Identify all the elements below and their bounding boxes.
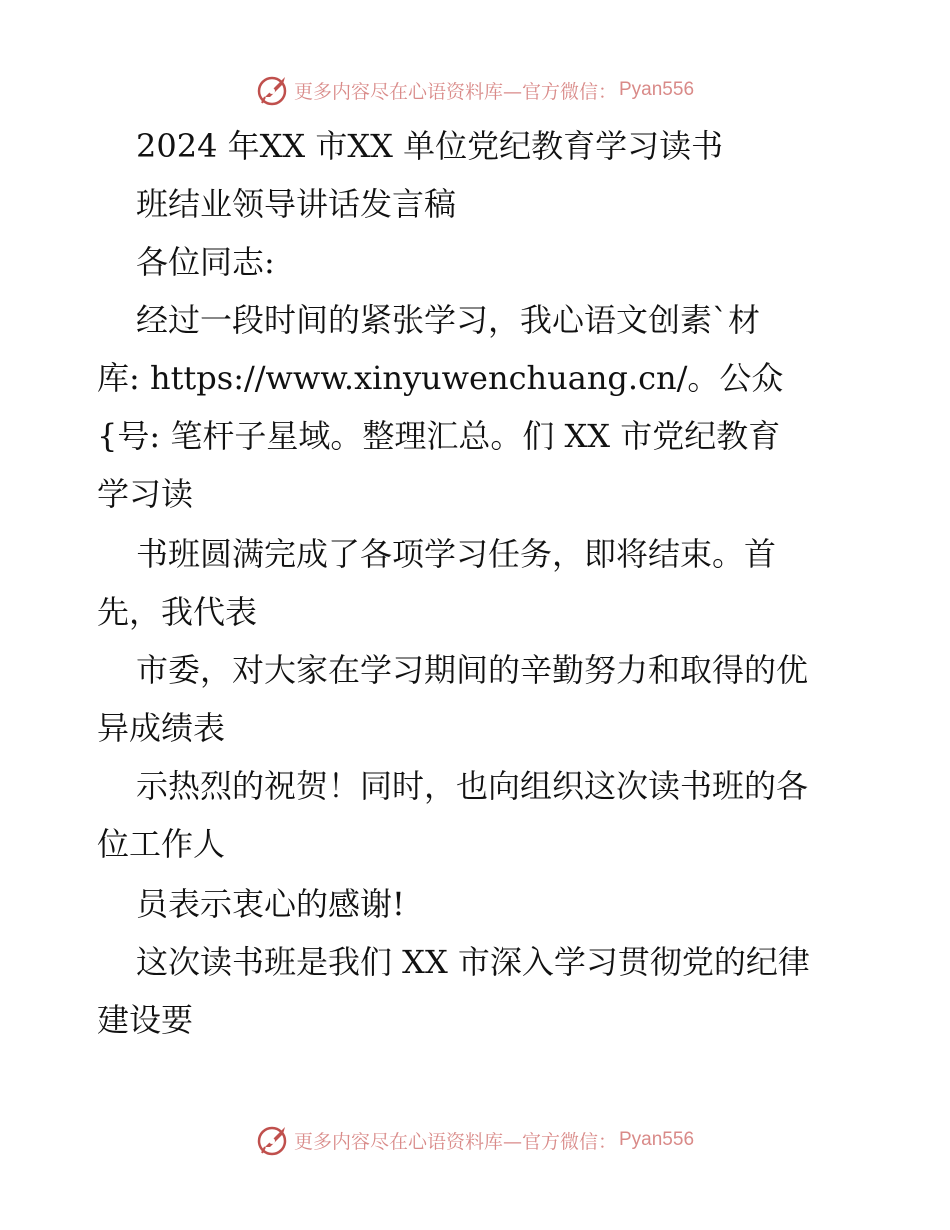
footer-banner <box>0 1120 950 1160</box>
paragraph-line: 书班圆满完成了各项学习任务，即将结束。首 <box>136 535 777 573</box>
footer-banner-wechat: Pyan556 <box>619 1129 695 1150</box>
paragraph-line: 员表示衷心的感谢! <box>136 885 405 923</box>
header-banner <box>0 70 950 110</box>
salutation: 各位同志: <box>136 243 275 281</box>
paragraph-line: 学习读 <box>97 475 194 513</box>
paragraph-line: 位工作人 <box>97 825 226 863</box>
header-banner-wechat: Pyan556 <box>619 79 695 100</box>
paragraph-line: 经过一段时间的紧张学习，我心语文创素`材 <box>136 301 761 339</box>
quill-pen-logo-icon <box>256 1123 290 1157</box>
paragraph-line: 市委，对大家在学习期间的辛勤努力和取得的优 <box>136 651 809 689</box>
paragraph-line: 示热烈的祝贺！同时，也向组织这次读书班的各 <box>136 767 809 805</box>
paragraph-line: 异成绩表 <box>97 709 226 747</box>
document-title-line-2: 班结业领导讲话发言稿 <box>136 185 457 223</box>
header-banner-text: 更多内容尽在心语资料库—官方微信： <box>293 80 617 103</box>
paragraph-line: {号: 笔杆子星域。整理汇总。们 XX 市党纪教育 <box>97 417 781 455</box>
document-title-line-1: 2024 年XX 市XX 单位党纪教育学习读书 <box>136 127 724 165</box>
paragraph-line: 这次读书班是我们 XX 市深入学习贯彻党的纪律 <box>136 943 810 981</box>
paragraph-line: 建设要 <box>97 1001 194 1039</box>
footer-banner-text: 更多内容尽在心语资料库—官方微信： <box>293 1130 617 1153</box>
paragraph-line: 库: https://www.xinyuwenchuang.cn/。公众 <box>97 359 784 397</box>
quill-pen-logo-icon <box>256 73 290 107</box>
paragraph-line: 先，我代表 <box>97 593 258 631</box>
